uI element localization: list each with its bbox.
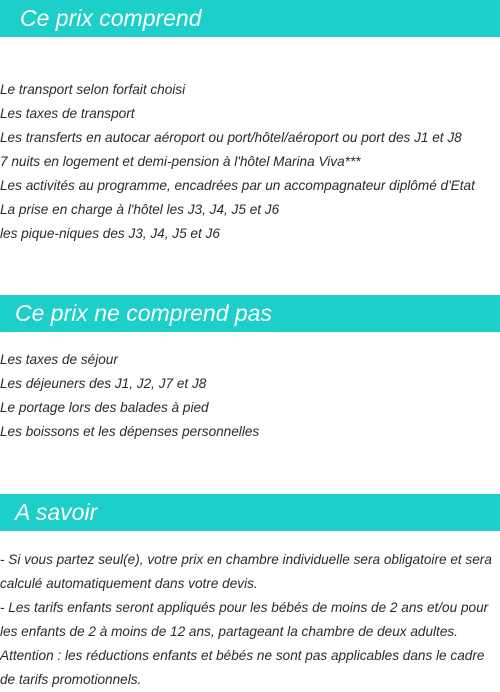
included-list <box>0 78 500 246</box>
section-title: A savoir <box>15 499 98 525</box>
list-item: Le transport selon forfait choisi <box>0 82 186 97</box>
info-paragraph: Attention : les réductions enfants et bébés ne sont pas applicables dans le cadre de tarifs promotionnels. <box>0 648 485 687</box>
list-item: Le portage lors des balades à pied <box>0 400 209 415</box>
list-item: Les taxes de séjour <box>0 352 118 367</box>
section-title: Ce prix comprend <box>20 5 202 31</box>
list-item: Les boissons et les dépenses personnelles <box>0 424 260 439</box>
list-item: La prise en charge à l'hôtel les J3, J4, J5 et J6 <box>0 202 280 217</box>
not-included-list <box>0 348 500 444</box>
list-item: Les transferts en autocar aéroport ou port/hôtel/aéroport ou port des J1 et J8 <box>0 130 462 145</box>
section-heading-included <box>0 0 500 37</box>
info-paragraph: - Les tarifs enfants seront appliqués pour les bébés de moins de 2 ans et/ou pour les enfants de 2 à moins de 12 ans, partageant la chambre de deux adultes. <box>0 600 489 639</box>
list-item: Les activités au programme, encadrées par un accompagnateur diplômé d'Etat <box>0 178 475 193</box>
section-heading-info <box>0 494 500 531</box>
info-paragraph: - Si vous partez seul(e), votre prix en chambre individuelle sera obligatoire et sera calculé automatiquement dans votre devis. <box>0 552 492 591</box>
list-item: 7 nuits en logement et demi-pension à l'hôtel Marina Viva*** <box>0 154 361 169</box>
section-heading-not-included <box>0 295 500 332</box>
list-item: les pique-niques des J3, J4, J5 et J6 <box>0 226 220 241</box>
section-title: Ce prix ne comprend pas <box>15 300 272 326</box>
list-item: Les déjeuners des J1, J2, J7 et J8 <box>0 376 207 391</box>
list-item: Les taxes de transport <box>0 106 135 121</box>
